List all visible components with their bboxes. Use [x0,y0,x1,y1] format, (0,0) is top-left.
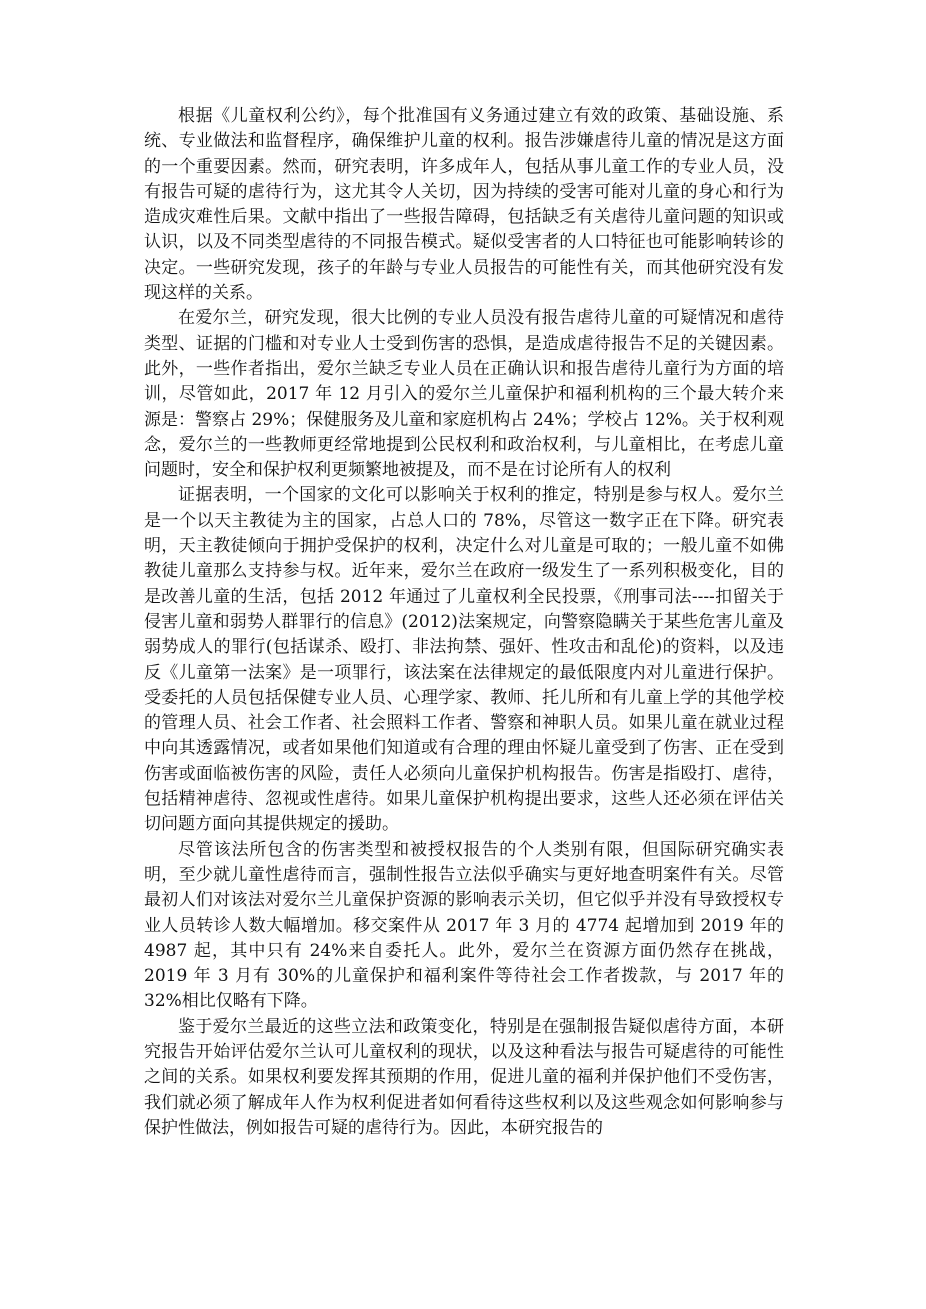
paragraph-culture-legislation: 证据表明，一个国家的文化可以影响关于权利的推定，特别是参与权人。爱尔兰是一个以天主教徒为主的国家，占总人口的 78%，尽管这一数字正在下降。研究表明，天主教徒倾向于拥护受保护的权利，决定什么对儿童是可取的；一般儿童不如佛教徒儿童那么支持参与权。近年来，爱尔兰在政府一级发生了一系列积极变化，目的是改善儿童的生活，包括 2012 年通过了儿童权利全民投票，《刑事司法----扣留关于侵害儿童和弱势人群罪行的信息》(2012)法案规定，向警察隐瞒关于某些危害儿童及弱势成人的罪行(包括谋杀、殴打、非法拘禁、强奸、性攻击和乱伦)的资料，以及违反《儿童第一法案》是一项罪行，该法案在法律规定的最低限度内对儿童进行保护。受委托的人员包括保健专业人员、心理学家、教师、托儿所和有儿童上学的其他学校的管理人员、社会工作者、社会照料工作者、警察和神职人员。如果儿童在就业过程中向其透露情况，或者如果他们知道或有合理的理由怀疑儿童受到了伤害、正在受到伤害或面临被伤害的风险，责任人必须向儿童保护机构报告。伤害是指殴打、虐待，包括精神虐待、忽视或性虐待。如果儿童保护机构提出要求，这些人还必须在评估关切问题方面向其提供规定的援助。 [144,485,784,835]
paragraph-ireland-findings: 在爱尔兰，研究发现，很大比例的专业人员没有报告虐待儿童的可疑情况和虐待类型、证据的门槛和对专业人士受到伤害的恐惧，是造成虐待报告不足的关键因素。此外，一些作者指出，爱尔兰缺乏专业人员在正确认识和报告虐待儿童行为方面的培训，尽管如此，2017 年 12 月引入的爱尔兰儿童保护和福利机构的三个最大转介来源是：警察占 29%；保健服务及儿童和家庭机构占 24%；学校占 12%。关于权利观念，爱尔兰的一些教师更经常地提到公民权利和政治权利，与儿童相比，在考虑儿童问题时，安全和保护权利更频繁地被提及，而不是在讨论所有人的权利 [144,308,784,481]
paragraph-mandatory-reporting: 尽管该法所包含的伤害类型和被授权报告的个人类别有限，但国际研究确实表明，至少就儿童性虐待而言，强制性报告立法似乎确实与更好地查明案件有关。尽管最初人们对该法对爱尔兰儿童保护资源的影响表示关切，但它似乎并没有导致授权专业人员转诊人数大幅增加。移交案件从 2017 年 3 月的 4774 起增加到 2019 年的 4987 起，其中只有 24%来自委托人。此外，爱尔兰在资源方面仍然存在挑战，2019 年 3 月有 30%的儿童保护和福利案件等待社会工作者拨款，与 2017 年的 32%相比仅略有下降。 [144,839,784,1012]
document-page [144,104,784,1141]
paragraph-study-aims: 鉴于爱尔兰最近的这些立法和政策变化，特别是在强制报告疑似虐待方面，本研究报告开始评估爱尔兰认可儿童权利的现状，以及这种看法与报告可疑虐待的可能性之间的关系。如果权利要发挥其预期的作用，促进儿童的福利并保护他们不受伤害，我们就必须了解成年人作为权利促进者如何看待这些权利以及这些观念如何影响参与保护性做法，例如报告可疑的虐待行为。因此，本研究报告的 [144,1016,784,1138]
paragraph-crc-obligations: 根据《儿童权利公约》，每个批准国有义务通过建立有效的政策、基础设施、系统、专业做法和监督程序，确保维护儿童的权利。报告涉嫌虐待儿童的情况是这方面的一个重要因素。然而，研究表明，许多成年人，包括从事儿童工作的专业人员，没有报告可疑的虐待行为，这尤其令人关切，因为持续的受害可能对儿童的身心和行为造成灾难性后果。文献中指出了一些报告障碍，包括缺乏有关虐待儿童问题的知识或认识，以及不同类型虐待的不同报告模式。疑似受害者的人口特征也可能影响转诊的决定。一些研究发现，孩子的年龄与专业人员报告的可能性有关，而其他研究没有发现这样的关系。 [144,106,784,304]
